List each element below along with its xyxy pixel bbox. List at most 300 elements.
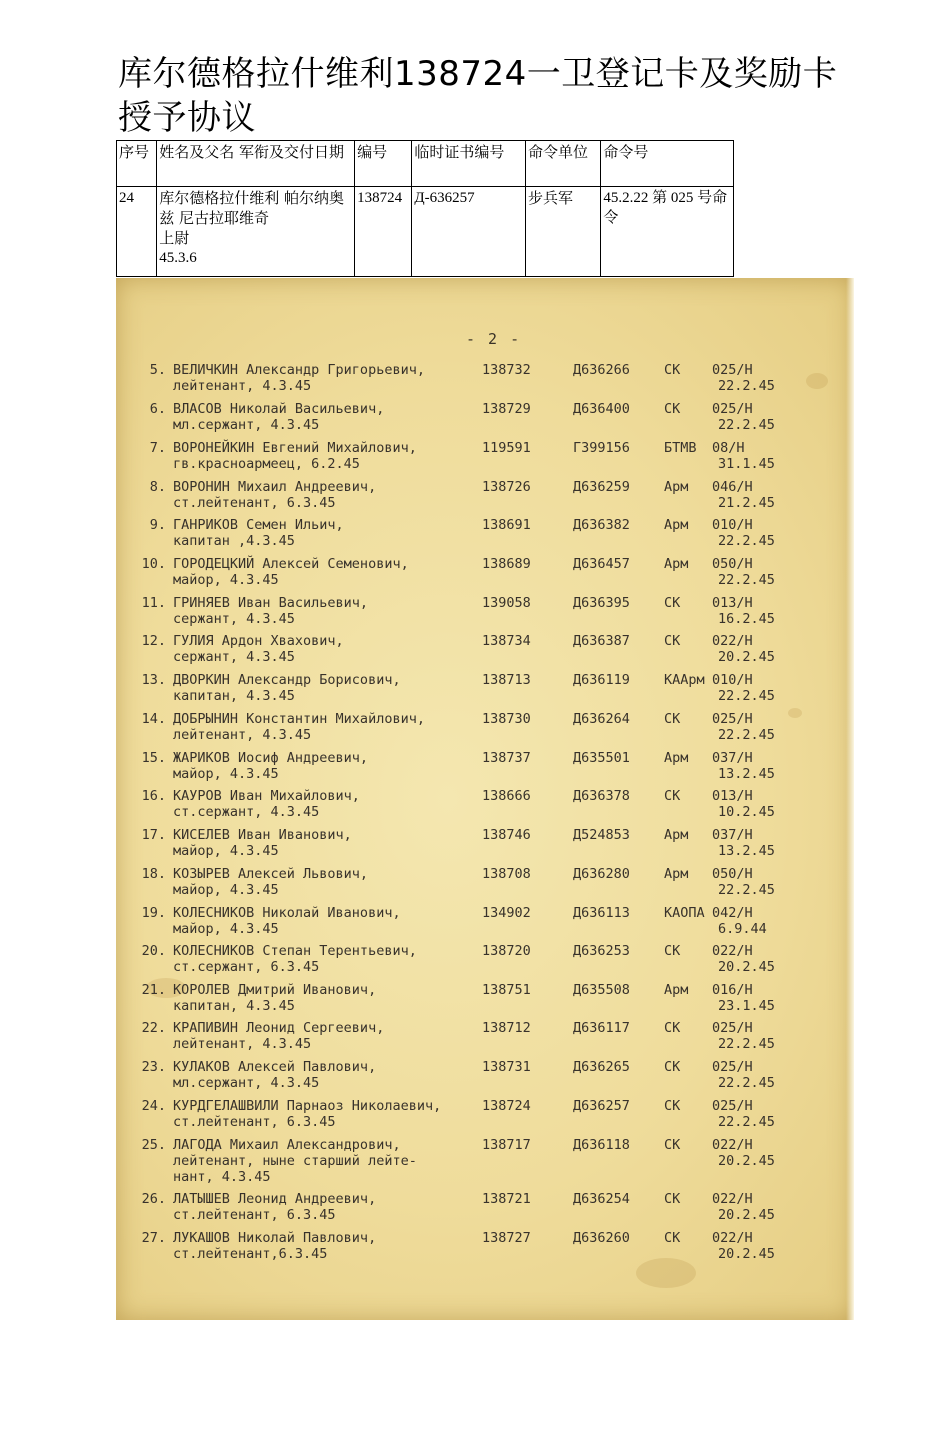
scan-entry-name <box>173 866 368 898</box>
scan-entry-number-line: 17. <box>141 827 166 843</box>
scan-entry-reg-line: 138729 <box>482 401 531 417</box>
scan-entry-reg <box>482 517 531 533</box>
scan-entry-order-line: 010/Н <box>712 672 753 688</box>
scan-entry-row <box>116 1137 854 1185</box>
scan-entry-name <box>173 362 425 394</box>
scan-entry-order-line: 08/Н <box>712 440 745 456</box>
scan-entry-number-line: 21. <box>141 982 166 998</box>
scan-entry-order-line: 042/Н <box>712 905 753 921</box>
scan-entry-reg <box>482 556 531 572</box>
scan-entry-name-line: КРАПИВИН Леонид Сергеевич, <box>173 1020 385 1036</box>
scan-entry-reg <box>482 982 531 998</box>
scan-entry-name-line: КОЗЫРЕВ Алексей Львович, <box>173 866 369 882</box>
scanned-document <box>116 278 854 1320</box>
scan-entry-row <box>116 556 854 596</box>
scan-entry-order <box>712 595 775 627</box>
scan-entry-unit-line: БТМВ <box>664 440 697 456</box>
header-cert: 临时证书编号 <box>412 141 526 187</box>
scan-entry-number-line: 26. <box>141 1191 166 1207</box>
scan-entry-number-line: 15. <box>141 750 166 766</box>
scan-entry-order-line: 022/Н <box>712 1230 753 1246</box>
scan-entry-row <box>116 866 854 906</box>
scan-entry-reg-line: 138721 <box>482 1191 531 1207</box>
scan-entry-reg <box>482 1230 531 1246</box>
scan-entry-number <box>126 1230 166 1246</box>
scan-entry-name <box>173 440 417 472</box>
scan-entry-order-line: 025/Н <box>712 1059 753 1075</box>
scan-entry-order <box>712 401 775 433</box>
scan-entry-order <box>712 1020 775 1052</box>
scan-entry-order-line: 20.2.45 <box>718 1207 775 1223</box>
scan-entry-number-line: 24. <box>141 1098 166 1114</box>
scan-entry-order <box>712 1098 775 1130</box>
scan-entry-order-line: 10.2.45 <box>718 804 775 820</box>
scan-entry-unit <box>664 750 688 766</box>
scan-entry-name <box>173 943 417 975</box>
scan-entry-unit <box>664 556 688 572</box>
scan-entry-order-line: 16.2.45 <box>718 611 775 627</box>
scan-entry-order <box>712 633 775 665</box>
scan-entry-number <box>126 827 166 843</box>
scan-entry-number-line: 16. <box>141 788 166 804</box>
scan-entry-reg-line: 138689 <box>482 556 531 572</box>
scan-entry-unit-line: Арм <box>664 479 689 495</box>
scan-entry-cert <box>573 1230 630 1246</box>
scan-entry-order-line: 025/Н <box>712 711 753 727</box>
scan-entry-cert <box>573 943 630 959</box>
scan-entry-unit-line: Арм <box>664 556 689 572</box>
scan-entry-name-line: ст.лейтенант, 6.3.45 <box>173 1114 336 1130</box>
scan-entry-cert-line: Д636260 <box>573 1230 630 1246</box>
scan-entry-order-line: 025/Н <box>712 362 753 378</box>
scan-entry-order-line: 22.2.45 <box>718 378 775 394</box>
cell-rank: 上尉 <box>159 229 190 247</box>
scan-entry-number <box>126 556 166 572</box>
scan-entry-name-line: ст.сержант, 4.3.45 <box>173 804 320 820</box>
scan-entry-cert-line: Д636395 <box>573 595 630 611</box>
scan-entry-row <box>116 401 854 441</box>
scan-entry-unit-line: СК <box>664 1191 681 1207</box>
scan-entry-cert <box>573 1020 630 1036</box>
scan-entry-unit-line: КАОПА <box>664 905 705 921</box>
scan-entry-number <box>126 982 166 998</box>
scan-entry-cert-line: Д636400 <box>573 401 630 417</box>
scan-entry-name-line: КОЛЕСНИКОВ Николай Иванович, <box>173 905 401 921</box>
scan-entry-number-line: 27. <box>141 1230 166 1246</box>
scan-entry-unit <box>664 440 697 456</box>
scan-entry-number <box>126 750 166 766</box>
scan-entry-unit <box>664 633 680 649</box>
scan-entry-reg <box>482 1020 531 1036</box>
scan-entry-order-line: 013/Н <box>712 595 753 611</box>
scan-entry-name-line: ст.лейтенант, 6.3.45 <box>173 1207 336 1223</box>
scan-entry-number-line: 11. <box>141 595 166 611</box>
scan-entry-order <box>712 1137 775 1169</box>
scan-entry-name-line: лейтенант, 4.3.45 <box>173 378 312 394</box>
scan-entry-name <box>173 982 376 1014</box>
scan-entry-unit <box>664 362 680 378</box>
scan-entry-reg-line: 139058 <box>482 595 531 611</box>
scan-entry-order-line: 20.2.45 <box>718 959 775 975</box>
scan-entry-reg-line: 119591 <box>482 440 531 456</box>
scan-entry-reg-line: 138726 <box>482 479 531 495</box>
scan-entry-name-line: майор, 4.3.45 <box>173 882 279 898</box>
scan-entry-row <box>116 1191 854 1231</box>
scan-entry-order <box>712 750 775 782</box>
scan-entry-order-line: 22.2.45 <box>718 1075 775 1091</box>
scan-entry-reg <box>482 943 531 959</box>
scan-entry-cert <box>573 556 630 572</box>
scan-entry-order <box>712 905 767 937</box>
scan-entry-name <box>173 1098 441 1130</box>
scan-entry-number <box>126 905 166 921</box>
scan-entry-name <box>173 827 352 859</box>
scan-entry-order-line: 21.2.45 <box>718 495 775 511</box>
scan-entry-order <box>712 672 775 704</box>
scan-entry-cert-line: Д636253 <box>573 943 630 959</box>
scan-entry-unit <box>664 401 680 417</box>
scan-entry-reg-line: 138727 <box>482 1230 531 1246</box>
scan-entry-name-line: ГАНРИКОВ Семен Ильич, <box>173 517 344 533</box>
scan-entry-unit <box>664 905 705 921</box>
cell-unit: 步兵军 <box>525 187 600 277</box>
scan-entry-cert-line: Д636113 <box>573 905 630 921</box>
scan-entry-number <box>126 479 166 495</box>
header-seq: 序号 <box>117 141 157 187</box>
scan-entry-unit-line: СК <box>664 1137 681 1153</box>
scan-entry-order <box>712 479 775 511</box>
scan-entry-order-line: 022/Н <box>712 633 753 649</box>
scan-entry-cert <box>573 905 630 921</box>
cell-cert: Д-636257 <box>412 187 526 277</box>
scan-entry-reg-line: 138720 <box>482 943 531 959</box>
scan-entry-reg <box>482 1191 531 1207</box>
scan-entry-row <box>116 1098 854 1138</box>
scan-entry-name-line: мл.сержант, 4.3.45 <box>173 417 320 433</box>
scan-entry-order-line: 20.2.45 <box>718 649 775 665</box>
scan-entry-cert <box>573 401 630 417</box>
scan-entry-name-line: ВОРОНИН Михаил Андреевич, <box>173 479 377 495</box>
cell-order: 45.2.22 第 025 号命令 <box>601 187 734 277</box>
scan-entry-cert-line: Д636118 <box>573 1137 630 1153</box>
scan-entry-order-line: 022/Н <box>712 1137 753 1153</box>
scan-entry-order-line: 046/Н <box>712 479 753 495</box>
scan-entry-unit <box>664 595 680 611</box>
scan-entry-reg-line: 138717 <box>482 1137 531 1153</box>
scan-entry-reg-line: 138730 <box>482 711 531 727</box>
scan-entry-number-line: 8. <box>149 479 166 495</box>
scan-entry-order-line: 22.2.45 <box>718 1114 775 1130</box>
scan-entry-cert <box>573 711 630 727</box>
scan-entry-number <box>126 866 166 882</box>
scan-entry-reg-line: 138691 <box>482 517 531 533</box>
scan-entry-cert <box>573 1191 630 1207</box>
scan-entry-cert <box>573 595 630 611</box>
scan-entry-order-line: 20.2.45 <box>718 1246 775 1262</box>
scan-entry-number <box>126 711 166 727</box>
scan-entry-number <box>126 943 166 959</box>
header-reg: 编号 <box>355 141 412 187</box>
scan-entry-name-line: КУЛАКОВ Алексей Павлович, <box>173 1059 377 1075</box>
scan-entry-row <box>116 672 854 712</box>
scan-entry-reg-line: 138746 <box>482 827 531 843</box>
scan-entry-name-line: лейтенант, ныне старший лейте- <box>173 1153 417 1169</box>
scan-entry-order <box>712 1191 775 1223</box>
scan-entry-name-line: лейтенант, 4.3.45 <box>173 1036 312 1052</box>
scan-entry-order-line: 025/Н <box>712 1020 753 1036</box>
scan-entry-cert <box>573 479 630 495</box>
scan-entry-name-line: лейтенант, 4.3.45 <box>173 727 312 743</box>
scan-entry-unit-line: СК <box>664 943 681 959</box>
scan-entry-unit <box>664 1230 680 1246</box>
scan-entry-row <box>116 633 854 673</box>
scan-entry-unit <box>664 517 688 533</box>
scan-entry-cert-line: Д635508 <box>573 982 630 998</box>
scan-entry-number <box>126 1020 166 1036</box>
scan-entry-order-line: 025/Н <box>712 401 753 417</box>
scan-entry-reg-line: 138734 <box>482 633 531 649</box>
scan-entry-name-line: КУРДГЕЛАШВИЛИ Парнаоз Николаевич, <box>173 1098 442 1114</box>
scan-entry-name-line: мл.сержант, 4.3.45 <box>173 1075 320 1091</box>
scan-entry-number <box>126 788 166 804</box>
scan-entry-row <box>116 595 854 635</box>
scan-entry-number-line: 9. <box>149 517 166 533</box>
page-title: 库尔德格拉什维利138724一卫登记卡及奖励卡授予协议 <box>118 54 838 138</box>
scan-entry-name <box>173 595 368 627</box>
scan-entry-cert <box>573 633 630 649</box>
scan-entry-reg-line: 138713 <box>482 672 531 688</box>
scan-entry-name <box>173 672 401 704</box>
scan-entry-name-line: сержант, 4.3.45 <box>173 649 295 665</box>
scan-entry-name-line: КАУРОВ Иван Михайлович, <box>173 788 360 804</box>
scan-entry-unit-line: СК <box>664 595 681 611</box>
scan-entry-cert-line: Д636254 <box>573 1191 630 1207</box>
scan-entry-order-line: 22.2.45 <box>718 882 775 898</box>
scan-entry-name <box>173 1020 384 1052</box>
scan-entry-order <box>712 827 775 859</box>
scan-entry-unit <box>664 1020 680 1036</box>
scan-entry-name-line: капитан ,4.3.45 <box>173 533 295 549</box>
cell-name <box>157 187 355 277</box>
scan-entry-name-line: КОРОЛЕВ Дмитрий Иванович, <box>173 982 377 998</box>
scan-entry-number-line: 23. <box>141 1059 166 1075</box>
scan-entry-number-line: 7. <box>149 440 166 456</box>
scan-entry-unit <box>664 827 688 843</box>
scan-entry-name <box>173 1137 417 1185</box>
scan-entry-name <box>173 1230 376 1262</box>
scan-entry-unit-line: СК <box>664 1020 681 1036</box>
scan-entry-number <box>126 1191 166 1207</box>
scan-entry-order <box>712 440 775 472</box>
scan-entry-name-line: КОЛЕСНИКОВ Степан Терентьевич, <box>173 943 417 959</box>
scan-entry-order-line: 025/Н <box>712 1098 753 1114</box>
cell-date: 45.3.6 <box>159 250 197 266</box>
scan-entry-order-line: 13.2.45 <box>718 766 775 782</box>
scan-entry-name-line: ЛАТЫШЕВ Леонид Андреевич, <box>173 1191 377 1207</box>
scan-entry-cert-line: Д636457 <box>573 556 630 572</box>
scan-entry-row <box>116 788 854 828</box>
scan-entry-order-line: 31.1.45 <box>718 456 775 472</box>
scan-entry-reg-line: 138666 <box>482 788 531 804</box>
scan-entry-unit <box>664 672 705 688</box>
scan-entry-name <box>173 556 409 588</box>
scan-entry-order-line: 22.2.45 <box>718 417 775 433</box>
scan-entry-unit <box>664 1137 680 1153</box>
scan-entry-number <box>126 362 166 378</box>
scan-entry-unit-line: СК <box>664 1059 681 1075</box>
scan-entry-name-line: ЛАГОДА Михаил Александрович, <box>173 1137 401 1153</box>
scan-entry-name <box>173 479 376 511</box>
scan-entry-name-line: майор, 4.3.45 <box>173 766 279 782</box>
scan-entry-number-line: 25. <box>141 1137 166 1153</box>
scan-entry-name-line: капитан, 4.3.45 <box>173 998 295 1014</box>
header-name: 姓名及父名 军衔及交付日期 <box>157 141 355 187</box>
scan-entry-order <box>712 1230 775 1262</box>
scan-entry-number-line: 14. <box>141 711 166 727</box>
scan-entry-order-line: 13.2.45 <box>718 843 775 859</box>
scan-entry-name-line: майор, 4.3.45 <box>173 921 279 937</box>
scan-entry-row <box>116 479 854 519</box>
scan-entry-name <box>173 633 344 665</box>
scan-entry-name-line: ГРИНЯЕВ Иван Васильевич, <box>173 595 369 611</box>
scan-entry-name-line: гв.красноармеец, 6.2.45 <box>173 456 360 472</box>
scan-entry-reg <box>482 1137 531 1153</box>
scan-entry-row <box>116 517 854 557</box>
scan-entry-name-line: нант, 4.3.45 <box>173 1169 271 1185</box>
scan-entry-cert-line: Д636266 <box>573 362 630 378</box>
scan-entry-unit <box>664 788 680 804</box>
scan-entry-row <box>116 711 854 751</box>
scan-entry-order-line: 022/Н <box>712 1191 753 1207</box>
scan-entry-reg <box>482 479 531 495</box>
scan-entry-number-line: 6. <box>149 401 166 417</box>
scan-entry-row <box>116 1020 854 1060</box>
scan-entry-cert <box>573 750 630 766</box>
scan-entry-order-line: 23.1.45 <box>718 998 775 1014</box>
scan-entry-number-line: 22. <box>141 1020 166 1036</box>
scan-entry-number-line: 10. <box>141 556 166 572</box>
cell-seq: 24 <box>117 187 157 277</box>
scan-entry-order-line: 22.2.45 <box>718 688 775 704</box>
scan-entry-number <box>126 401 166 417</box>
scan-entry-row <box>116 827 854 867</box>
scan-entry-number <box>126 517 166 533</box>
scan-entry-order-line: 050/Н <box>712 866 753 882</box>
scan-entry-unit <box>664 711 680 727</box>
scan-entry-name <box>173 517 344 549</box>
scan-entry-number-line: 13. <box>141 672 166 688</box>
award-info-table <box>116 140 734 277</box>
scan-entry-cert-line: Д636257 <box>573 1098 630 1114</box>
scan-entry-unit <box>664 1059 680 1075</box>
scan-entry-unit-line: Арм <box>664 827 689 843</box>
scan-entry-unit <box>664 479 688 495</box>
scan-entry-name-line: капитан, 4.3.45 <box>173 688 295 704</box>
scan-entry-number <box>126 595 166 611</box>
scan-entry-order-line: 050/Н <box>712 556 753 572</box>
scan-entry-unit-line: СК <box>664 711 681 727</box>
table-row <box>117 187 734 277</box>
scan-entry-reg-line: 138732 <box>482 362 531 378</box>
scan-entry-unit <box>664 943 680 959</box>
scan-entry-unit <box>664 1098 680 1114</box>
scan-entry-name <box>173 788 360 820</box>
scan-entry-order <box>712 1059 775 1091</box>
scan-entry-name-line: майор, 4.3.45 <box>173 843 279 859</box>
scan-entry-reg <box>482 711 531 727</box>
scan-entry-order <box>712 362 775 394</box>
scan-entry-cert-line: Д636119 <box>573 672 630 688</box>
scan-entry-name <box>173 750 368 782</box>
scan-entry-order-line: 22.2.45 <box>718 533 775 549</box>
scan-entry-unit-line: Арм <box>664 866 689 882</box>
scan-entry-name-line: сержант, 4.3.45 <box>173 611 295 627</box>
scan-entry-row <box>116 905 854 945</box>
scan-entry-row <box>116 982 854 1022</box>
scan-entry-unit-line: Арм <box>664 750 689 766</box>
header-order: 命令号 <box>601 141 734 187</box>
scan-entry-number <box>126 1059 166 1075</box>
scan-entry-name-line: ВОРОНЕЙКИН Евгений Михайлович, <box>173 440 417 456</box>
scan-entry-name-line: ст.лейтенант, 6.3.45 <box>173 495 336 511</box>
scan-entry-order <box>712 866 775 898</box>
scan-page-number: - 2 - <box>466 330 522 348</box>
scan-entry-cert <box>573 788 630 804</box>
scan-entry-order-line: 6.9.44 <box>718 921 767 937</box>
scan-entry-name-line: ВЕЛИЧКИН Александр Григорьевич, <box>173 362 425 378</box>
scan-entry-number <box>126 440 166 456</box>
scan-entry-row <box>116 362 854 402</box>
scan-entry-unit-line: СК <box>664 788 681 804</box>
scan-entry-cert <box>573 1137 630 1153</box>
scan-entry-cert-line: Д636265 <box>573 1059 630 1075</box>
scan-entry-unit <box>664 982 688 998</box>
scan-entry-name-line: ВЛАСОВ Николай Васильевич, <box>173 401 385 417</box>
scan-entry-unit-line: Арм <box>664 982 689 998</box>
scan-entry-cert <box>573 362 630 378</box>
scan-entry-reg <box>482 788 531 804</box>
scan-entry-unit <box>664 1191 680 1207</box>
scan-entry-number-line: 12. <box>141 633 166 649</box>
scan-entry-name-line: КИСЕЛЕВ Иван Иванович, <box>173 827 352 843</box>
scan-entry-reg <box>482 866 531 882</box>
scan-entry-number <box>126 1137 166 1153</box>
scan-entry-order <box>712 788 775 820</box>
scan-entry-cert <box>573 672 630 688</box>
scan-entry-reg-line: 138737 <box>482 750 531 766</box>
scan-entry-unit-line: СК <box>664 1230 681 1246</box>
scan-entry-cert-line: Д524853 <box>573 827 630 843</box>
scan-entry-cert-line: Д636117 <box>573 1020 630 1036</box>
scan-entry-order-line: 22.2.45 <box>718 572 775 588</box>
scan-entry-cert-line: Д636387 <box>573 633 630 649</box>
scan-entry-reg <box>482 440 531 456</box>
scan-entry-reg <box>482 1059 531 1075</box>
scan-entry-row <box>116 440 854 480</box>
scan-entry-cert <box>573 517 630 533</box>
scan-entry-order <box>712 943 775 975</box>
scan-entry-number-line: 19. <box>141 905 166 921</box>
cell-name-full: 库尔德格拉什维利 帕尔纳奥兹 尼古拉耶维奇 <box>159 189 344 227</box>
scan-entry-reg-line: 138712 <box>482 1020 531 1036</box>
scan-entry-cert <box>573 827 630 843</box>
scan-entry-reg <box>482 905 531 921</box>
scan-entry-name-line: ЛУКАШОВ Николай Павлович, <box>173 1230 377 1246</box>
scan-entry-name-line: ДОБРЫНИН Константин Михайлович, <box>173 711 425 727</box>
scan-entry-unit-line: СК <box>664 401 681 417</box>
scan-entry-name-line: ст.сержант, 6.3.45 <box>173 959 320 975</box>
header-unit: 命令单位 <box>525 141 600 187</box>
